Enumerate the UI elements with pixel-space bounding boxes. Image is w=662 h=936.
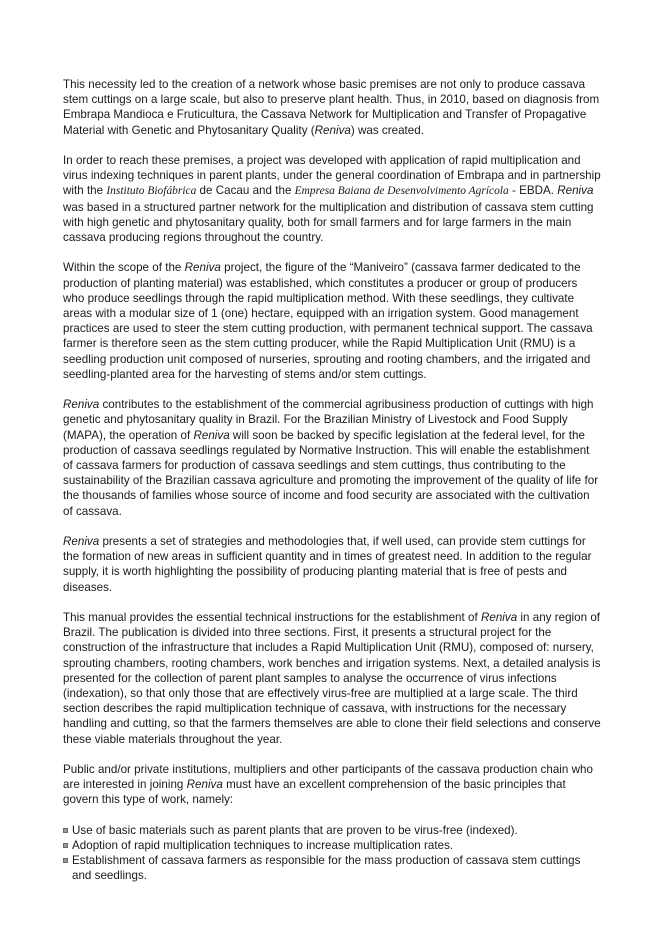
reniva-term: Reniva [557,184,594,198]
paragraph-maniveiro: Within the scope of the Reniva project, the figure of the “Maniveiro” (cassava farmer dedicated to the production of planting material) was established, which constitutes a producer or group of producers who produce seedlings through the rapid multiplication method. With these seedlings, they cultivate areas with a modular size of 1 (one) hectare, equipped with an irrigation system. Good management practices are used to steer the stem cutting production, with permanent technical support. The cassava farmer is therefore seen as the stem cutting producer, while the Rapid Multiplication Unit (RMU) is a seedling production unit composed of nurseries, sprouting and rooting chambers, and the irrigated and seedling-planted area for the harvesting of stems and/or stem cuttings. [63,261,593,381]
paragraph-network-origin: This necessity led to the creation of a network whose basic premises are not only to produce cassava stem cuttings on a large scale, but also to preserve plant health. Thus, in 2010, based on diagnosis from Embrapa Mandioca e Fruticultura, the Cassava Network for Multiplication and Transfer of Propagative Material with Genetic and Phytosanitary Quality (Reniva) was created. [63,78,600,137]
list-item: Use of basic materials such as parent plants that are proven to be virus-free (indexed). [63,823,601,838]
square-bullet-icon [63,858,68,863]
paragraph-agribusiness: Reniva contributes to the establishment of the commercial agribusiness production of cuttings with high genetic and phytosanitary quality in Brazil. For the Brazilian Ministry of Livestock and Food Supply (MAPA), the operation of Reniva will soon be backed by specific legislation at the federal level, for the production of cassava seedlings regulated by Normative Instruction. This will enable the establishment of cassava farmers for production of cassava seedlings and stem cuttings, thus contributing to the sustainability of the Brazilian cassava agriculture and promoting the improvement of the quality of life for the thousands of families whose source of income and food security are associated with the cultivation of cassava. [63,398,599,518]
square-bullet-icon [63,843,68,848]
reniva-term: Reniva [63,398,100,412]
list-item: Establishment of cassava farmers as responsible for the mass production of cassava stem cuttings and seedlings. [63,853,601,883]
principles-list [63,823,601,884]
reniva-term: Reniva [193,428,230,442]
list-item: Adoption of rapid multiplication techniques to increase multiplication rates. [63,838,601,853]
reniva-term: Reniva [184,261,221,275]
paragraph-project-partnership: In order to reach these premises, a project was developed with application of rapid multiplication and virus indexing techniques in parent plants, under the general coordination of Embrapa and in partnership with the Instituto Biofábrica de Cacau and the Empresa Baiana de Desenvolvimento Agrícola - EBDA. Reniva was based in a structured partner network for the multiplication and distribution of cassava stem cutting with high genetic and phytosanitary quality, both for small farmers and for large farmers in the main cassava producing regions throughout the country. [63,154,601,245]
reniva-term: Reniva [186,778,223,792]
institution-name: Empresa Baiana de Desenvolvimento Agrícola [294,185,509,198]
reniva-term: Reniva [314,123,351,137]
paragraph-manual-overview: This manual provides the essential technical instructions for the establishment of Reniva in any region of Brazil. The publication is divided into three sections. First, it presents a structural project for the construction of the infrastructure that includes a Rapid Multiplication Unit (RMU), composed of: nursery, sprouting chambers, rooting chambers, work benches and irrigation systems. Next, a detailed analysis is presented for the collection of parent plant samples to analyse the occurrence of virus infections (indexation), so that only those that are effectively virus-free are multiplied at a large scale. The third section describes the rapid multiplication technique of cassava, with instructions for the necessary handling and cutting, so that the farmers themselves are able to clone their field selections and conserve these viable materials throughout the year. [63,611,601,746]
paragraph-participants: Public and/or private institutions, multipliers and other participants of the cassava production chain who are interested in joining Reniva must have an excellent comprehension of the basic principles that govern this type of work, namely: [63,763,593,807]
reniva-term: Reniva [63,535,100,549]
reniva-term: Reniva [480,611,518,625]
square-bullet-icon [63,828,68,833]
institution-name: Instituto Biofábrica [106,185,197,198]
paragraph-strategies: Reniva presents a set of strategies and methodologies that, if well used, can provide stem cuttings for the formation of new areas in sufficient quantity and in times of greatest need. In addition to the regular supply, it is worth highlighting the possibility of producing planting material that is free of pests and diseases. [63,535,592,594]
document-page [63,77,601,884]
